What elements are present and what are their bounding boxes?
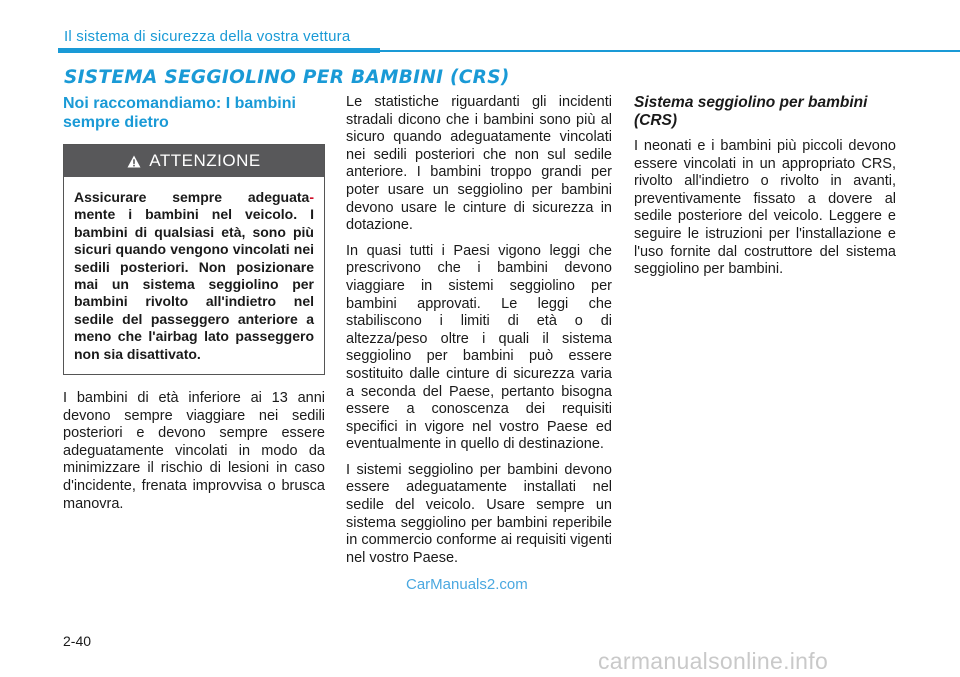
- footer-watermark: carmanualsonline.info: [598, 648, 829, 674]
- warning-label: ATTENZIONE: [149, 151, 261, 170]
- column-2: [346, 94, 612, 575]
- section-title: SISTEMA SEGGIOLINO PER BAMBINI (CRS): [64, 67, 510, 88]
- watermark-link: CarManuals2.com: [406, 576, 528, 593]
- col1-heading: Noi raccomandiamo: I bambini sempre dietro: [63, 95, 296, 131]
- warning-hyphen: -: [309, 189, 314, 205]
- header-rule-thin: [380, 50, 960, 52]
- col2-paragraph-1: Le statistiche riguardanti gli incidenti stradali dicono che i bambini sono più al sicuro quando adeguatamente vincolati nei sedili posteriori che non sul sedile anteriore. I bambini troppo grandi per poter usare un seggiolino per bambini devono usare le cinture di sicurezza in dotazione.: [346, 94, 612, 234]
- warning-header: [64, 145, 324, 177]
- page-number: 2-40: [63, 633, 92, 649]
- col2-paragraph-2: In quasi tutti i Paesi vigono leggi che prescrivono che i bambini devono viaggiare in sistemi seggiolino per bambini approvati. Le leggi che stabiliscono i limiti di età o di altezza/peso oltre i quali il sistema seggiolino per bambini può essere sostituito dalle cinture di sicurezza varia a seconda del Paese, pertanto bisogna essere a conoscenza dei requisiti specifici in vigore nel vostro Paese ed eventualmente in quello di destinazione.: [346, 242, 612, 453]
- col3-paragraph: I neonati e i bambini più piccoli devono essere vincolati in un appropriato CRS, rivolto all'indietro o rivolto in avanti, preventivamente fissato a dovere al sedile posteriore del veicolo. Leggere e seguire le istruzioni per l'installazione e l'uso fornite dal costruttore del sistema seggiolino per bambini.: [634, 138, 896, 278]
- warning-text: [64, 177, 324, 374]
- col3-heading: Sistema seggiolino per bambini (CRS): [634, 94, 868, 129]
- col2-paragraph-3: I sistemi seggiolino per bambini devono essere adeguatamente installati nel sedile del veicolo. Usare sempre un sistema seggiolino per bambini reperibile in commercio conforme ai requisiti vigenti nel vostro Paese.: [346, 461, 612, 566]
- warning-triangle-icon: [127, 155, 141, 168]
- warning-text-start: Assicurare sempre adeguata: [74, 189, 310, 205]
- column-3: [634, 94, 896, 287]
- col1-paragraph: I bambini di età inferiore ai 13 anni devono sempre viaggiare nei sedili posteriori e devono sempre essere adeguatamente vincolati in modo da minimizzare il rischio di lesioni in caso d'incidente, frenata improvvisa o brusca manovra.: [63, 390, 325, 512]
- column-1: [63, 94, 325, 521]
- warning-box: [63, 144, 325, 375]
- chapter-title: Il sistema di sicurezza della vostra vettura: [64, 28, 351, 45]
- warning-text-rest: mente i bambini nel veicolo. I bambini di qualsiasi età, sono più sicuri quando vengono vincolati nei sedili posteriori. Non posizionare mai un sistema seggiolino per bambini rivolto all'indietro nel sedile del passeggero anteriore a meno che l'airbag lato passeggero non sia disattivato.: [74, 206, 314, 362]
- header-rule-thick: [58, 48, 380, 53]
